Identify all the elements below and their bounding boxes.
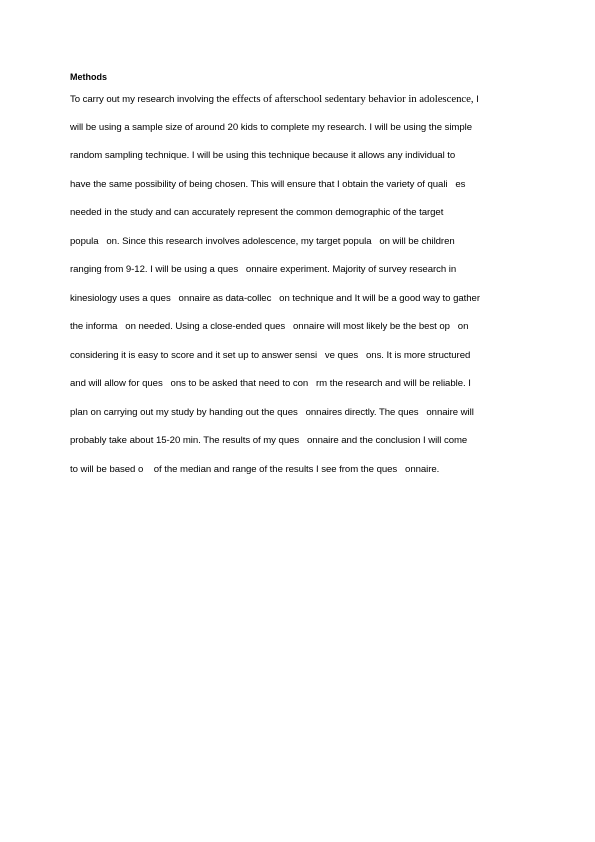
paragraph-line: and will allow for ques ons to be asked that need to con rm the research and will be reliable. I <box>70 378 471 389</box>
paragraph-line: popula on. Since this research involves adolescence, my target popula on will be children <box>70 236 455 247</box>
paragraph-line: have the same possibility of being chosen. This will ensure that I obtain the variety of quali es <box>70 179 466 190</box>
paragraph-line: the informa on needed. Using a close-ended ques onnaire will most likely be the best op on <box>70 321 469 332</box>
paragraph-line: considering it is easy to score and it set up to answer sensi ve ques ons. It is more structured <box>70 350 471 361</box>
paragraph-line: kinesiology uses a ques onnaire as data-collec on technique and It will be a good way to gather <box>70 293 480 304</box>
line-text-serif-part: effects of afterschool sedentary behavior in adolescence, <box>232 93 474 105</box>
paragraph-line <box>70 92 479 107</box>
paragraph-line: will be using a sample size of around 20 kids to complete my research. I will be using the simple <box>70 122 473 133</box>
section-heading: Methods <box>70 72 107 82</box>
paragraph-line: plan on carrying out my study by handing out the ques onnaires directly. The ques onnaire will <box>70 407 474 418</box>
paragraph-line: ranging from 9-12. I will be using a ques onnaire experiment. Majority of survey research in <box>70 264 457 275</box>
line-text-part: I <box>473 94 479 105</box>
paragraph-line: probably take about 15-20 min. The results of my ques onnaire and the conclusion I will come <box>70 435 468 446</box>
paragraph-line: needed in the study and can accurately represent the common demographic of the target <box>70 207 444 218</box>
paragraph-line: random sampling technique. I will be using this technique because it allows any individual to <box>70 150 456 161</box>
paragraph-line: to will be based o of the median and range of the results I see from the ques onnaire. <box>70 464 440 475</box>
line-text-part: To carry out my research involving the <box>70 94 233 105</box>
